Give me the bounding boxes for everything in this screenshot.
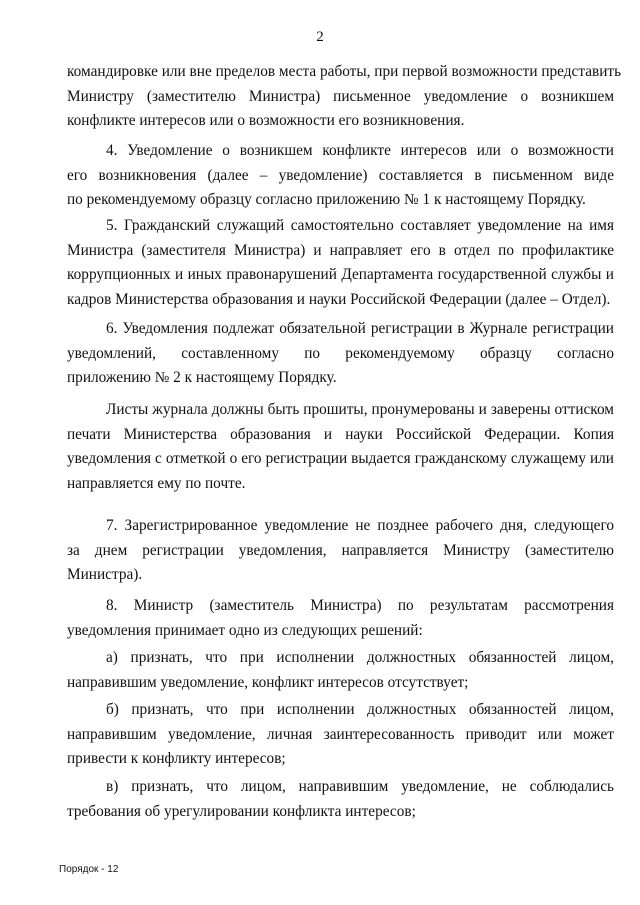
paragraph-8 xyxy=(67,594,614,643)
text-line: Министра). xyxy=(67,566,143,584)
text-line: в) признать, что лицом, направившим уведомление, не соблюдались xyxy=(106,778,614,795)
text-line: за днем регистрации уведомления, направляется Министру (заместителю xyxy=(67,541,614,559)
text-line: направившим уведомление, конфликт интересов отсутствует; xyxy=(67,673,469,691)
text-line: 4. Уведомление о возникшем конфликте интересов или о возможности xyxy=(106,142,614,159)
list-item-b xyxy=(67,698,614,772)
text-line: Листы журнала должны быть прошиты, пронумерованы и заверены оттиском xyxy=(106,401,614,418)
text-line: его возникновения (далее – уведомление) составляется в письменном виде xyxy=(67,166,614,184)
text-line: печати Министерства образования и науки Российской Федерации. Копия xyxy=(67,425,614,443)
text-line: требования об урегулировании конфликта интересов; xyxy=(67,802,416,820)
footer-document-code: Порядок - 12 xyxy=(59,864,119,875)
paragraph-7 xyxy=(67,514,614,588)
text-line: уведомления с отметкой о его регистрации выдается гражданскому служащему или xyxy=(67,450,614,468)
text-line: уведомления принимает одно из следующих решений: xyxy=(67,621,423,639)
text-line: уведомлений, составленному по рекомендуемому образцу согласно xyxy=(67,344,614,362)
text-line: 7. Зарегистрированное уведомление не позднее рабочего дня, следующего xyxy=(106,517,614,534)
text-line: коррупционных и иных правонарушений Департамента государственной службы и xyxy=(67,266,614,284)
text-line: командировке или вне пределов места работы, при первой возможности представить xyxy=(67,63,622,80)
list-item-a xyxy=(67,646,614,695)
paragraph-continuation xyxy=(67,60,622,134)
text-line: Министра (заместителя Министра) и направляет его в отдел по профилактике xyxy=(67,241,614,259)
text-line: направляется ему по почте. xyxy=(67,474,246,492)
paragraph-5 xyxy=(67,214,614,312)
text-line: по рекомендуемому образцу согласно приложению № 1 к настоящему Порядку. xyxy=(67,191,586,209)
text-line: 5. Гражданский служащий самостоятельно составляет уведомление на имя xyxy=(106,217,614,234)
text-line: привести к конфликту интересов; xyxy=(67,750,286,768)
paragraph-6 xyxy=(67,317,614,391)
text-line: направившим уведомление, личная заинтересованность приводит или может xyxy=(67,725,614,743)
text-line: 6. Уведомления подлежат обязательной регистрации в Журнале регистрации xyxy=(106,320,614,337)
text-line: Министру (заместителю Министра) письменное уведомление о возникшем xyxy=(67,87,614,105)
page-number: 2 xyxy=(316,29,324,45)
text-line: приложению № 2 к настоящему Порядку. xyxy=(67,369,337,387)
paragraph-4 xyxy=(67,139,614,213)
list-item-v xyxy=(67,775,614,824)
text-line: кадров Министерства образования и науки Российской Федерации (далее – Отдел). xyxy=(67,290,611,308)
paragraph-journal xyxy=(67,398,614,496)
text-line: б) признать, что при исполнении должностных обязанностей лицом, xyxy=(106,701,614,718)
text-line: а) признать, что при исполнении должностных обязанностей лицом, xyxy=(106,649,614,666)
text-line: конфликте интересов или о возможности его возникновения. xyxy=(67,112,465,130)
text-line: 8. Министр (заместитель Министра) по результатам рассмотрения xyxy=(106,597,614,614)
